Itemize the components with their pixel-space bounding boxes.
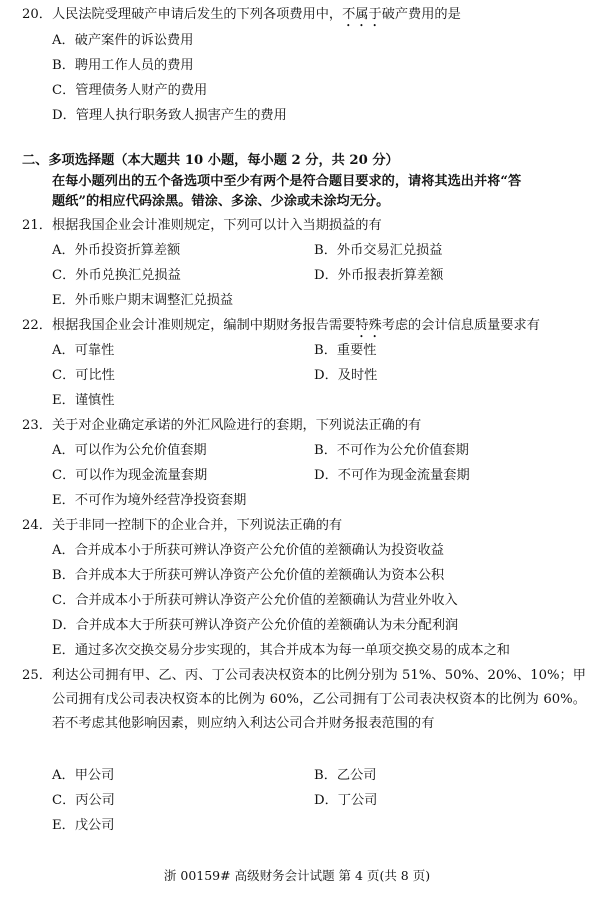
option-d: D．管理人执行职务致人损害产生的费用 bbox=[52, 108, 287, 123]
option-e: E．通过多次交换交易分步实现的，其合并成本为每一单项交换交易的成本之和 bbox=[52, 643, 510, 658]
question-stem bbox=[52, 317, 540, 341]
question-number: 23． bbox=[22, 418, 52, 433]
option-b: B．不可作为公允价值套期 bbox=[314, 443, 469, 458]
option-a: A．可靠性 bbox=[52, 343, 115, 358]
option-c: C．可以作为现金流量套期 bbox=[52, 468, 208, 483]
option-e: E．不可作为境外经营净投资套期 bbox=[52, 493, 247, 508]
option-c: C．合并成本小于所获可辨认净资产公允价值的差额确认为营业外收入 bbox=[52, 593, 458, 608]
option-b: B．合并成本大于所获可辨认净资产公允价值的差额确认为资本公积 bbox=[52, 568, 445, 583]
stem-text: 破产费用的是 bbox=[381, 7, 461, 22]
option-c: C．管理债务人财产的费用 bbox=[52, 83, 208, 98]
option-c: C．可比性 bbox=[52, 368, 115, 383]
stem-text: 根据我国企业会计准则规定，编制中期财务报告需要 bbox=[52, 318, 356, 333]
option-b: B．外币交易汇兑损益 bbox=[314, 243, 443, 258]
question-number: 22． bbox=[22, 318, 52, 333]
question-stem: 关于对企业确定承诺的外汇风险进行的套期，下列说法正确的有 bbox=[52, 418, 422, 433]
option-e: E．戊公司 bbox=[52, 818, 115, 833]
option-b: B．重要性 bbox=[314, 343, 377, 358]
emphasized-text: 不属于 bbox=[342, 7, 382, 22]
question-stem bbox=[52, 6, 461, 30]
question-number: 24． bbox=[22, 518, 52, 533]
option-e: E．谨慎性 bbox=[52, 393, 115, 408]
stem-text: 考虑的会计信息质量要求有 bbox=[381, 318, 540, 333]
page-footer: 浙 00159# 高级财务会计试题 第 4 页(共 8 页) bbox=[163, 868, 431, 883]
section-heading: 二、多项选择题（本大题共 10 小题，每小题 2 分，共 20 分） bbox=[22, 153, 399, 168]
option-d: D．丁公司 bbox=[314, 793, 378, 808]
question-number: 21． bbox=[22, 218, 52, 233]
option-e: E．外币账户期末调整汇兑损益 bbox=[52, 293, 234, 308]
option-d: D．合并成本大于所获可辨认净资产公允价值的差额确认为未分配利润 bbox=[52, 618, 459, 633]
section-instruction-2: 题纸”的相应代码涂黑。错涂、多涂、少涂或未涂均无分。 bbox=[52, 194, 390, 209]
emphasized-text: 特殊 bbox=[355, 318, 382, 333]
question-stem: 关于非同一控制下的企业合并，下列说法正确的有 bbox=[52, 518, 343, 533]
question-number: 25． bbox=[22, 668, 52, 683]
option-a: A．甲公司 bbox=[52, 768, 115, 783]
option-c: C．外币兑换汇兑损益 bbox=[52, 268, 181, 283]
option-d: D．外币报表折算差额 bbox=[314, 268, 444, 283]
stem-text: 人民法院受理破产申请后发生的下列各项费用中， bbox=[52, 7, 343, 22]
option-a: A．破产案件的诉讼费用 bbox=[52, 33, 194, 48]
option-a: A．外币投资折算差额 bbox=[52, 243, 181, 258]
option-b: B．乙公司 bbox=[314, 768, 377, 783]
option-d: D．及时性 bbox=[314, 368, 378, 383]
option-a: A．合并成本小于所获可辨认净资产公允价值的差额确认为投资收益 bbox=[52, 543, 444, 558]
option-a: A．可以作为公允价值套期 bbox=[52, 443, 207, 458]
question-stem: 根据我国企业会计准则规定，下列可以计入当期损益的有 bbox=[52, 218, 382, 233]
option-b: B．聘用工作人员的费用 bbox=[52, 58, 194, 73]
section-instruction-1: 在每小题列出的五个备选项中至少有两个是符合题目要求的，请将其选出并将“答 bbox=[52, 174, 522, 189]
option-d: D．不可作为现金流量套期 bbox=[314, 468, 470, 483]
question-stem: 利达公司拥有甲、乙、丙、丁公司表决权资本的比例分别为 51%、50%、20%、10%；甲公司拥有戊公司表决权资本的比例为 60%，乙公司拥有丁公司表决权资本的比例为 60%。若不考虑其他影响因素，则应纳入利达公司合并财务报表范围的有 bbox=[52, 668, 586, 731]
question-number: 20． bbox=[22, 7, 52, 22]
option-c: C．丙公司 bbox=[52, 793, 115, 808]
